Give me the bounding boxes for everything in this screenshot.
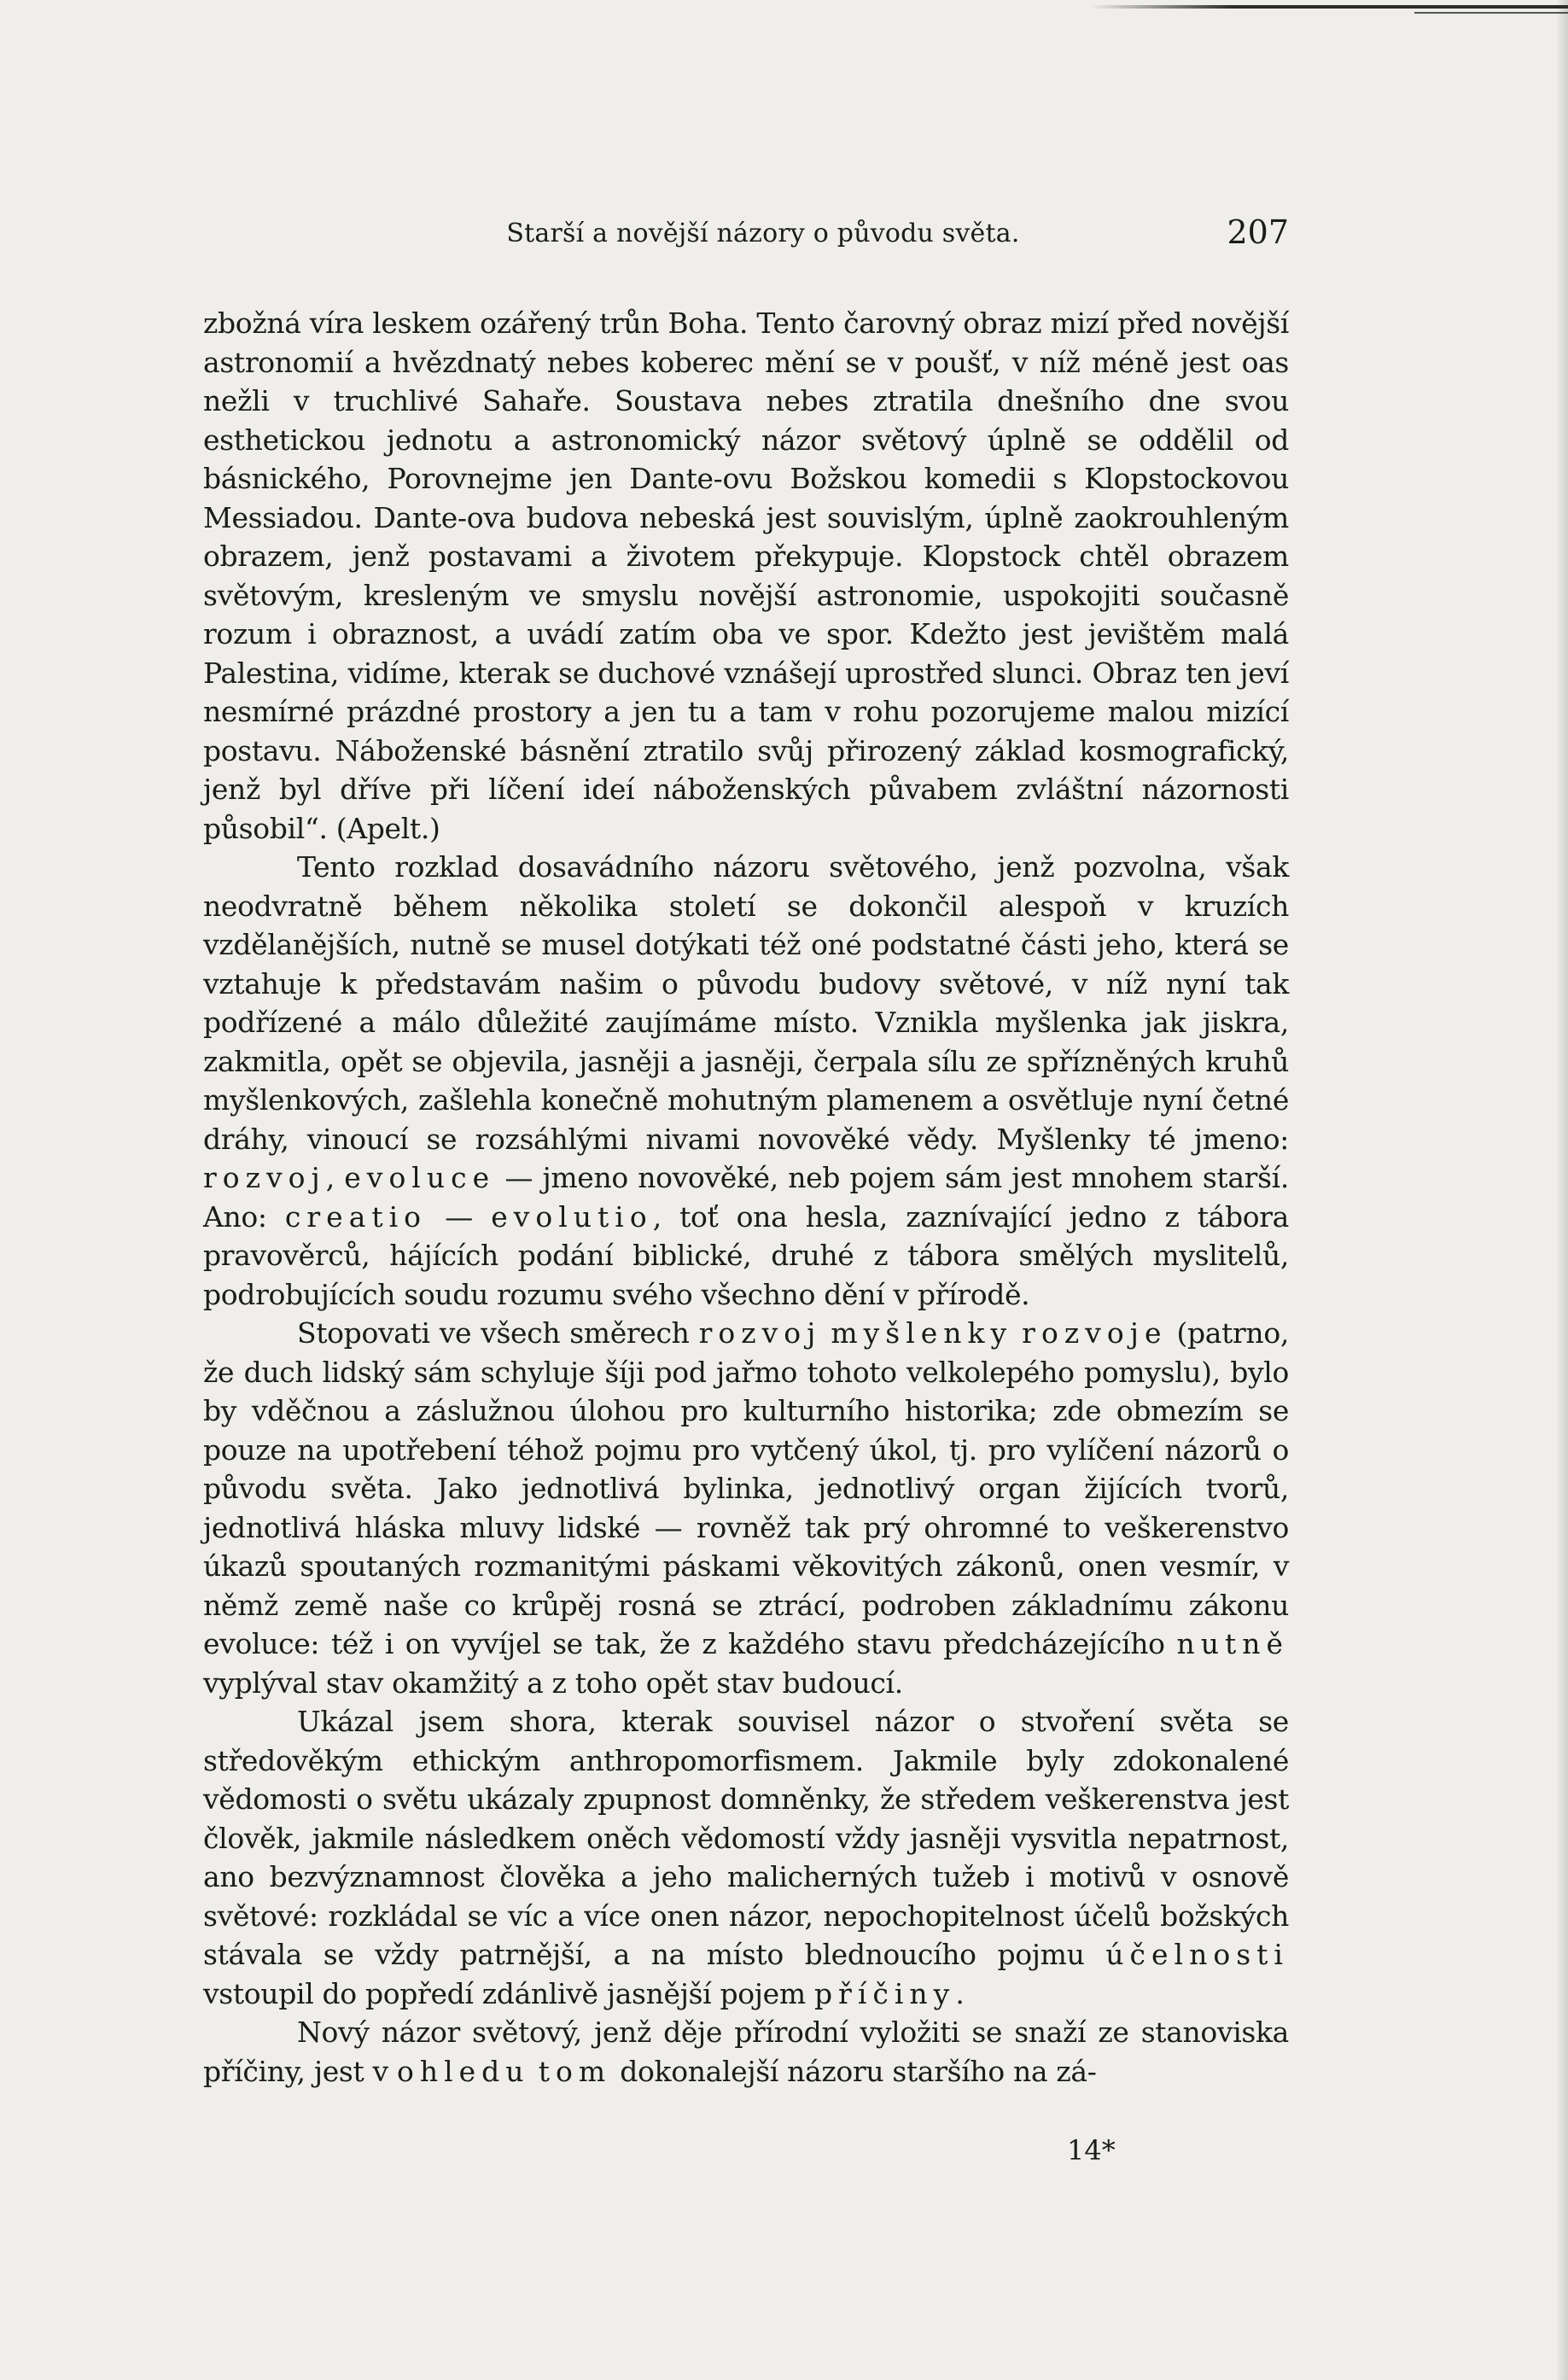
paragraph-3-text-d: (patrno, že duch lidský sám schyluje šíji pod jařmo tohoto velkolepého pomyslu), bylo by vděčnou a záslužnou úlohou pro kulturního historika; zde obmezím se pouze na upotřebení téhož pojmu pro vytčený úkol, tj. pro vylíčení názorů o původu světa. Jako jednotlivá bylinka, jednotlivý organ žijících tvorů, jednotlivá hláska mluvy lidské — rovněž tak prý ohromné to veškerenstvo úkazů spoutaných rozmanitými páskami věkovitých zákonů, onen vesmír, v němž země naše co krůpěj rosná se ztrácí, podroben základnímu zákonu evoluce: též i on vyvíjel se tak, že z každého stavu předcházejícího [203,1316,1289,1660]
paragraph-5 [203,2013,1289,2091]
emphasis-tom: tom [538,2054,612,2088]
emphasis-evolutio: evolutio [491,1199,653,1234]
paragraph-4-text-a: Ukázal jsem shora, kterak souvisel názor o stvoření světa se středověkým ethickým anthropomorfismem. Jakmile byly zdokonalené vědomosti o světu ukázaly zpupnost domněnky, že středem veškerenstva jest člověk, jakmile následkem oněch vědomostí vždy jasněji vysvitla nepatrnost, ano bezvýznamnost člověka a jeho malicherných tužeb i motivů v osnově světové: rozkládal se víc a více onen názor, nepochopitelnost účelů božských stávala se vždy patrnější, a na místo blednoucího pojmu [203,1705,1289,1971]
paragraph-3-text-a: Stopovati ve všech směrech [297,1316,699,1350]
emphasis-nutne: nutně [1176,1627,1289,1660]
paragraph-3-text-b [821,1316,831,1350]
running-title: Starší a novější názory o původu světa. [506,219,1020,248]
paragraph-2 [203,848,1289,1314]
page-number: 207 [1227,213,1289,251]
paragraph-4 [203,1702,1289,2013]
paragraph-3 [203,1314,1289,1702]
emphasis-evoluce: evoluce [344,1161,496,1194]
emphasis-rozvoj: rozvoj [203,1161,326,1194]
emphasis-rozvoje: rozvoje [1022,1316,1168,1350]
paragraph-4-text-c: . [955,1976,965,2010]
emphasis-priciny: příčiny [813,1976,956,2010]
text-block [203,212,1289,2091]
paragraph-5-text-b [530,2055,539,2088]
paragraph-2-text-c: — jmeno novověké, neb pojem sám jest mnohem starší. Ano: [203,1161,1289,1234]
paragraph-1: zbožná víra leskem ozářený trůn Boha. Tento čarovný obraz mizí před novější astronomií a hvězdnatý nebes koberec mění se v poušť, v níž méně jest oas nežli v truchlivé Sahaře. Soustava nebes ztratila dnešního dne svou esthetickou jednotu a astronomický názor světový úplně se oddělil od básnického, Porovnejme jen Dante-ovu Božskou komedii s Klopstockovou Messiadou. Dante-ova budova nebeská jest souvislým, úplně zaokrouhleným obrazem, jenž postavami a životem překypuje. Klopstock chtěl obrazem světovým, kresleným ve smyslu novější astronomie, uspokojiti současně rozum i obraznost, a uvádí zatím oba ve spor. Kdežto jest jevištěm malá Palestina, vidíme, kterak se duchové vznášejí uprostřed slunci. Obraz ten jeví nesmírné prázdné prostory a jen tu a tam v rohu pozorujeme malou mizící postavu. Náboženské básnění ztratilo svůj přirozený základ kosmografický, jenž byl dříve při líčení ideí náboženských půvabem zvláštní názornosti působil“. (Apelt.) [203,306,1289,845]
paragraph-5-text-a: Nový názor světový, jenž děje přírodní vyložiti se snaží ze stanoviska příčiny, jest v [203,2015,1289,2088]
paragraph-3-text-e: vyplýval stav okamžitý a z toho opět stav budoucí. [203,1665,903,1700]
top-edge-rule [1090,5,1568,9]
emphasis-ucelnosti: účelnosti [1105,1938,1289,1971]
page-right-edge-shadow [1556,0,1568,2380]
top-edge-rule-secondary [1414,12,1568,14]
paragraph-2-text-e: , toť ona hesla, zaznívající jedno z tábora pravověrců, hájících podání biblické, druhé z tábora smělých myslitelů, podrobujících soudu rozumu svého všechno dění v přírodě. [203,1199,1290,1311]
emphasis-rozvoj-2: rozvoj [698,1316,822,1350]
paragraph-4-text-b: vstoupil do popředí zdánlivě jasnější pojem [203,1976,814,2010]
paragraph-2-text-d: — [427,1199,492,1234]
signature-mark: 14* [1067,2134,1116,2167]
emphasis-myslenky: myšlenky [831,1316,1013,1350]
paragraph-2-text-a: Tento rozklad dosavádního názoru světového, jenž pozvolna, však neodvratně během několika století se dokončil alespoň v kruzích vzdělanějších, nutně se musel dotýkati též oné podstatné části jeho, která se vztahuje k představám našim o původu budovy světové, v níž nyní tak podřízené a málo důležité zaujímáme místo. Vznikla myšlenka jak jiskra, zakmitla, opět se objevila, jasněji a jasněji, čerpala sílu ze spřízněných kruhů myšlenkových, zašlehla konečně mohutným plamenem a osvětluje nyní četné dráhy, vinoucí se rozsáhlými nivami novověké vědy. Myšlenky té jmeno: [203,850,1289,1156]
emphasis-creatio: creatio [284,1199,428,1234]
running-head [203,212,1289,263]
paragraph-5-text-c: dokonalejší názoru staršího na zá- [611,2054,1097,2088]
paragraph-3-text-c [1012,1316,1022,1350]
emphasis-ohledu: ohledu [396,2054,530,2088]
paragraph-2-text-b: , [325,1161,345,1194]
